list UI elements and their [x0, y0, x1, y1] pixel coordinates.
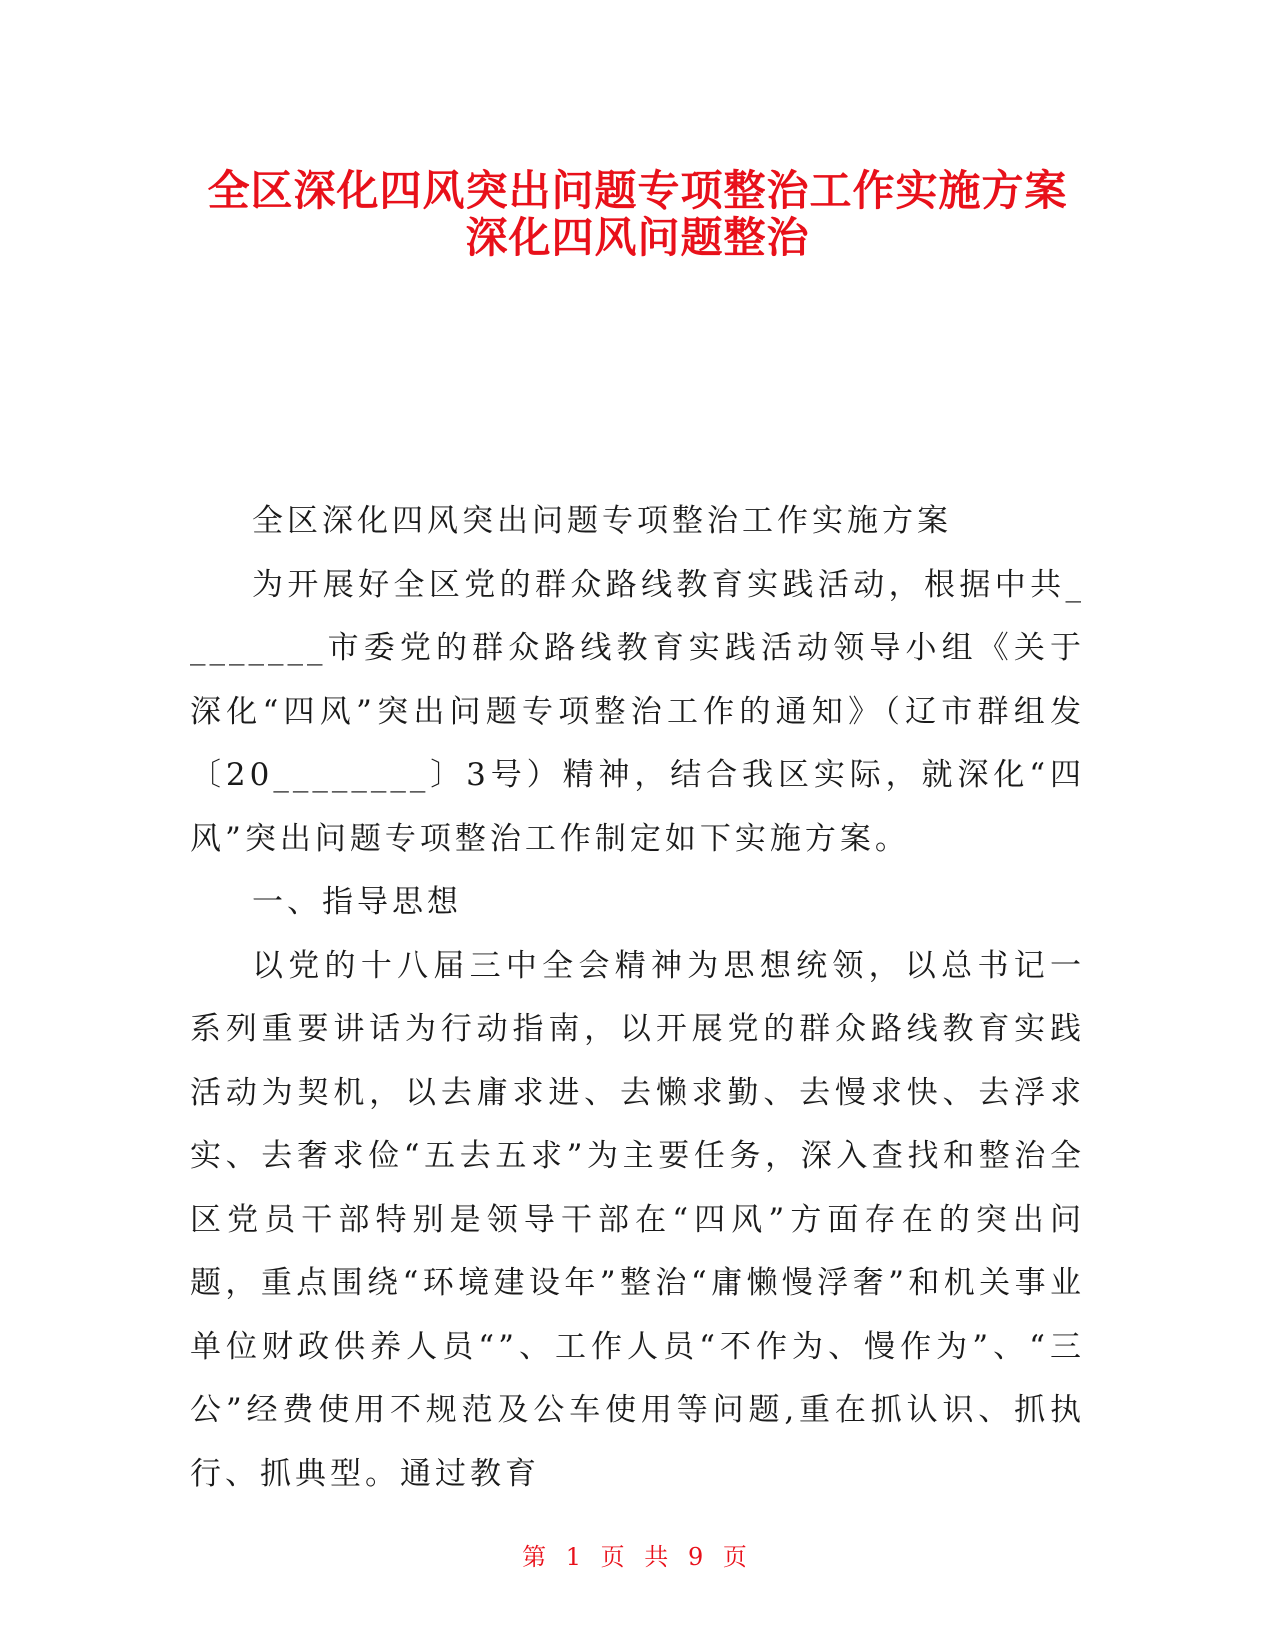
body-heading: 全区深化四风突出问题专项整治工作实施方案 [252, 503, 952, 539]
body-paragraph-guiding-thought: 以党的十八届三中全会精神为思想统领，以总书记一系列重要讲话为行动指南，以开展党的群众路线教育实践活动为契机，以去庸求进、去懒求勤、去慢求快、去浮求实、去奢求俭“五去五求”为主要任务，深入查找和整治全区党员干部特别是领导干部在“四风”方面存在的突出问题，重点围绕“环境建设年”整治“庸懒慢浮奢”和机关事业单位财政供养人员“”、工作人员“不作为、慢作为”、“三公”经费使用不规范及公车使用等问题,重在抓认识、抓执行、抓典型。通过教育 [190, 947, 1085, 1492]
document-body [190, 490, 1085, 1506]
document-title-line-2: 深化四风问题整治 [465, 213, 810, 262]
body-paragraph-intro: 为开展好全区党的群众路线教育实践活动，根据中共________市委党的群众路线教育实践活动领导小组《关于深化“四风”突出问题专项整治工作的通知》（辽市群组发〔20________〕3号）精神，结合我区实际，就深化“四风”突出问题专项整治工作制定如下实施方案。 [190, 566, 1086, 857]
document-title-line-1: 全区深化四风突出问题专项整治工作实施方案 [207, 166, 1068, 215]
section-heading-guiding-thought: 一、指导思想 [252, 884, 462, 920]
page-number-footer: 第 1 页 共 9 页 [522, 1543, 753, 1571]
